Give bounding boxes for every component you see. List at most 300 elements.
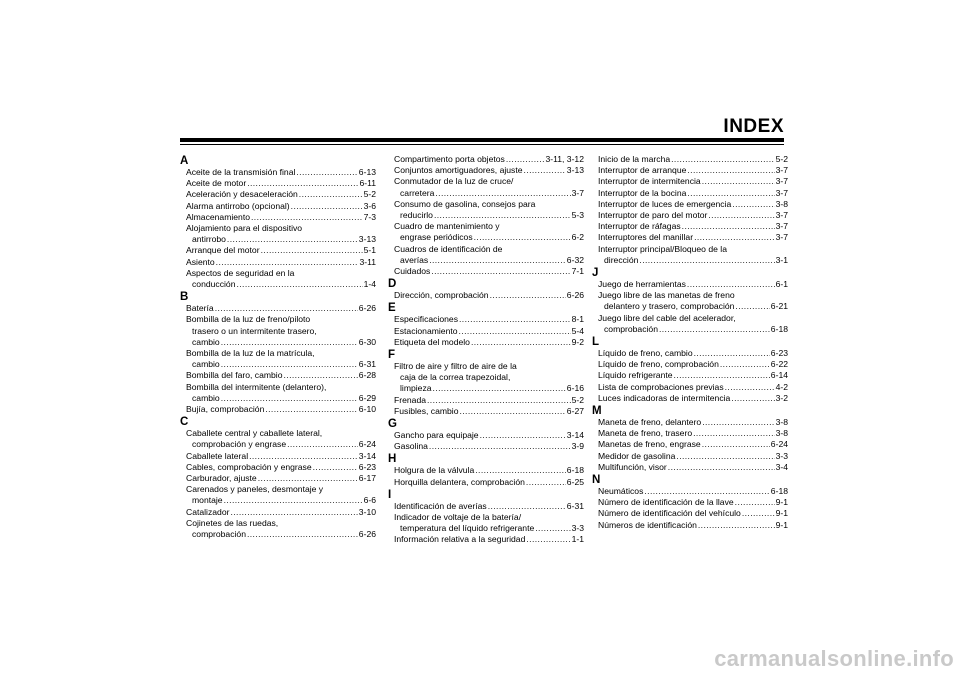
index-entry <box>388 383 584 394</box>
index-entry <box>180 279 376 290</box>
dot-leader <box>215 303 358 314</box>
page-title: INDEX <box>723 116 784 137</box>
index-entry-term: temperatura del líquido refrigerante <box>400 523 535 534</box>
index-letter-heading: G <box>388 418 397 431</box>
dot-leader <box>475 465 566 476</box>
dot-leader <box>434 210 571 221</box>
index-entry-page: 6-10 <box>358 404 376 415</box>
index-entry-page: 6-22 <box>770 359 788 370</box>
index-entry-page: 5-2 <box>775 154 788 164</box>
index-entry-page: 6-23 <box>770 348 788 359</box>
index-entry <box>592 439 788 450</box>
index-entry-term: Multifunción, visor <box>598 461 667 472</box>
index-entry-page: 7-1 <box>571 266 584 277</box>
dot-leader <box>687 188 774 199</box>
index-entry <box>180 451 376 462</box>
index-entry-page: 3-3 <box>775 450 788 461</box>
index-entry-page: 6-24 <box>358 439 376 450</box>
dot-leader <box>682 221 775 232</box>
index-entry-page: 6-26 <box>358 529 376 540</box>
index-entry-term: Información relativa a la seguridad <box>394 534 526 545</box>
index-entry-page: 3-1 <box>775 254 788 265</box>
index-entry <box>180 462 376 473</box>
index-entry-page: 9-1 <box>775 508 788 519</box>
index-entry-term: Etiqueta del modelo <box>394 336 470 347</box>
index-entry <box>180 189 376 200</box>
index-entry-term: Gasolina <box>394 441 428 452</box>
index-entry-term: Batería <box>186 303 214 314</box>
index-entry-term: Interruptor de intermitencia <box>598 176 701 187</box>
dot-leader <box>236 279 362 290</box>
index-entry <box>388 290 584 301</box>
index-entry-page: 6-25 <box>566 476 584 487</box>
dot-leader <box>247 529 358 540</box>
index-entry <box>592 255 788 266</box>
index-entry-term: Interruptores del manillar <box>598 232 694 243</box>
index-entry-line: Filtro de aire y filtro de aire de la <box>394 361 517 372</box>
index-entry <box>592 348 788 359</box>
index-entry-term: Aceite de la transmisión final <box>186 167 296 177</box>
index-entry <box>592 417 788 428</box>
dot-leader <box>659 324 770 335</box>
dot-leader <box>247 178 358 189</box>
index-entry-line: Interruptor principal/Bloqueo de la <box>598 243 727 254</box>
index-entry-line: Cuadros de identificación de <box>394 243 503 254</box>
index-entry-term: Interruptor de arranque <box>598 165 687 176</box>
index-letter-heading: E <box>388 302 396 315</box>
dot-leader <box>221 359 358 370</box>
index-entry-page: 5-3 <box>571 210 584 221</box>
index-entry-term: Líquido de freno, comprobación <box>598 359 719 370</box>
index-entry-term: Bujía, comprobación <box>186 404 265 415</box>
index-entry-page: 3-8 <box>775 198 788 209</box>
index-entry-line: trasero o un intermitente trasero, <box>192 325 317 336</box>
index-entry <box>388 188 584 199</box>
index-entry-term: Catalizador <box>186 506 230 517</box>
index-entry-page: 5-4 <box>571 325 584 336</box>
index-entry <box>388 523 584 534</box>
index-entry-page: 5-2 <box>363 189 376 200</box>
index-entry-term: comprobación <box>192 529 246 540</box>
index-entry-page: 6-21 <box>770 301 788 312</box>
index-entry-page: 6-18 <box>770 486 788 497</box>
index-entry-term: Número de identificación de la llave <box>598 497 734 508</box>
index-entry <box>592 324 788 335</box>
index-entry <box>592 393 788 404</box>
index-entry <box>592 279 788 290</box>
index-entry <box>180 529 376 540</box>
index-entry <box>388 501 584 512</box>
dot-leader <box>296 167 357 178</box>
index-entry <box>180 370 376 381</box>
index-entry-term: Bombilla del faro, cambio <box>186 370 283 381</box>
index-entry-term: delantero y trasero, comprobación <box>604 301 735 312</box>
dot-leader <box>459 326 571 337</box>
index-entry-page: 3-7 <box>775 221 788 232</box>
index-entry-term: cambio <box>192 392 220 403</box>
index-entry <box>592 370 788 381</box>
dot-leader <box>668 462 775 473</box>
index-entry-page: 6-24 <box>770 439 788 450</box>
dot-leader <box>258 473 358 484</box>
index-entry <box>388 395 584 406</box>
dot-leader <box>435 188 570 199</box>
index-entry-line: Conmutador de la luz de cruce/ <box>394 176 514 187</box>
dot-leader <box>490 290 566 301</box>
index-entry <box>592 451 788 462</box>
index-entry-term: Maneta de freno, trasero <box>598 428 693 439</box>
dot-leader <box>524 165 566 176</box>
index-entry-line: Bombilla de la luz de la matrícula, <box>186 348 315 359</box>
dot-leader <box>459 314 571 325</box>
index-entry-page: 6-1 <box>775 279 788 290</box>
index-entry <box>592 165 788 176</box>
index-entry <box>388 337 584 348</box>
dot-leader <box>299 189 363 200</box>
index-entry-line: Consumo de gasolina, consejos para <box>394 198 536 209</box>
index-entry <box>388 314 584 325</box>
index-entry <box>592 154 788 165</box>
dot-leader <box>725 382 775 393</box>
header-rule-thick <box>180 138 784 142</box>
index-letter-heading: N <box>592 474 601 487</box>
index-entry-page: 6-29 <box>358 392 376 403</box>
index-entry <box>592 232 788 243</box>
dot-leader <box>287 439 358 450</box>
index-entry-term: Maneta de freno, delantero <box>598 417 702 428</box>
index-entry-page: 6-31 <box>358 359 376 370</box>
dot-leader <box>471 337 571 348</box>
index-entry-term: Manetas de freno, engrase <box>598 439 701 450</box>
index-entry-term: Cables, comprobación y engrase <box>186 461 312 472</box>
header-rule-thin <box>180 144 784 145</box>
index-entry-term: comprobación <box>604 323 658 334</box>
index-entry-page: 6-16 <box>566 383 584 394</box>
index-entry-term: cambio <box>192 359 220 370</box>
index-entry-page: 3-11, 3-12 <box>545 154 584 164</box>
index-entry-term: Interruptor de luces de emergencia <box>598 198 732 209</box>
index-entry-page: 3-7 <box>775 210 788 221</box>
index-entry-page: 1-1 <box>571 534 584 545</box>
index-entry-term: Interruptor de ráfagas <box>598 221 681 232</box>
index-entry-term: Interruptor de la bocina <box>598 187 687 198</box>
index-letter-heading: L <box>592 336 600 349</box>
index-entry <box>388 430 584 441</box>
index-entry-page: 3-7 <box>775 176 788 187</box>
dot-leader <box>224 495 363 506</box>
index-entry-term: reducirlo <box>400 210 433 221</box>
index-entry <box>388 154 584 165</box>
index-entry-page: 9-1 <box>775 497 788 508</box>
index-entry-line: Caballete central y caballete lateral, <box>186 428 323 439</box>
index-entry-page: 6-13 <box>358 167 376 177</box>
index-entry-page: 3-4 <box>775 461 788 472</box>
index-entry-term: Conjuntos amortiguadores, ajuste <box>394 165 523 176</box>
index-entry-term: antirrobo <box>192 234 226 245</box>
dot-leader <box>693 428 774 439</box>
index-entry-term: Interruptor de paro del motor <box>598 210 708 221</box>
index-entry <box>592 221 788 232</box>
index-entry <box>592 382 788 393</box>
index-entry <box>180 473 376 484</box>
index-entry-page: 6-30 <box>358 336 376 347</box>
index-entry-page: 6-6 <box>363 495 376 506</box>
index-entry <box>180 359 376 370</box>
dot-leader <box>720 359 770 370</box>
index-entry <box>180 393 376 404</box>
index-entry-page: 3-11 <box>359 256 376 267</box>
index-entry-term: Holgura de la válvula <box>394 465 475 476</box>
dot-leader <box>735 301 769 312</box>
index-entry-term: Gancho para equipaje <box>394 430 479 441</box>
index-entry-page: 1-4 <box>363 279 376 290</box>
dot-leader <box>735 497 775 508</box>
dot-leader <box>216 257 359 268</box>
index-entry-page: 3-13 <box>358 234 376 245</box>
index-letter-heading: B <box>180 291 189 304</box>
index-entry-term: Especificaciones <box>394 314 459 325</box>
dot-leader <box>221 393 358 404</box>
index-entry-term: averías <box>400 254 429 265</box>
dot-leader <box>433 383 566 394</box>
dot-leader <box>261 245 363 256</box>
index-entry-term: Números de identificación <box>598 519 697 530</box>
index-entry <box>388 406 584 417</box>
dot-leader <box>644 486 769 497</box>
index-entry-page: 9-2 <box>571 336 584 347</box>
dot-leader <box>429 441 571 452</box>
index-entry-line: Alojamiento para el dispositivo <box>186 223 303 234</box>
index-entry <box>592 462 788 473</box>
index-column-3 <box>592 154 788 531</box>
index-entry-page: 6-18 <box>770 323 788 334</box>
index-entry <box>592 199 788 210</box>
index-entry-page: 3-14 <box>566 430 584 441</box>
index-entry-page: 8-1 <box>571 314 584 325</box>
index-entry-term: Aceleración y desaceleración <box>186 189 298 200</box>
index-entry-term: Fusibles, cambio <box>394 405 459 416</box>
dot-leader <box>431 266 570 277</box>
dot-leader <box>731 393 774 404</box>
index-entry-page: 3-8 <box>775 417 788 428</box>
dot-leader <box>506 154 545 165</box>
index-letter-heading: M <box>592 405 602 418</box>
index-entry-line: Bombilla del intermitente (delantero), <box>186 381 327 392</box>
dot-leader <box>674 370 770 381</box>
index-entry-page: 6-11 <box>359 178 376 189</box>
index-entry-page: 3-14 <box>358 450 376 461</box>
index-entry-page: 9-1 <box>775 519 788 530</box>
index-entry-page: 3-9 <box>571 441 584 452</box>
index-entry-term: Horquilla delantera, comprobación <box>394 476 525 487</box>
dot-leader <box>694 232 775 243</box>
index-entry <box>592 428 788 439</box>
index-entry-term: Aceite de motor <box>186 178 247 189</box>
index-letter-heading: I <box>388 488 392 501</box>
index-entry-page: 3-13 <box>566 165 584 176</box>
index-entry <box>180 303 376 314</box>
dot-leader <box>429 255 566 266</box>
index-entry <box>180 178 376 189</box>
index-entry-term: Asiento <box>186 256 215 267</box>
index-entry-page: 6-26 <box>566 290 584 301</box>
index-entry-term: Frenada <box>394 394 427 405</box>
dot-leader <box>313 462 358 473</box>
index-entry-term: Almacenamiento <box>186 211 251 222</box>
dot-leader <box>526 534 570 545</box>
index-entry-term: dirección <box>604 254 639 265</box>
index-entry-page: 6-27 <box>566 405 584 416</box>
index-entry-term: Inicio de la marcha <box>598 154 671 164</box>
index-entry-line: Cojinetes de las ruedas, <box>186 517 279 528</box>
index-entry-line: Cuadro de mantenimiento y <box>394 221 500 232</box>
index-entry-term: Medidor de gasolina <box>598 450 676 461</box>
index-entry-page: 6-2 <box>571 232 584 243</box>
index-entry <box>180 507 376 518</box>
index-entry-term: Dirección, comprobación <box>394 290 489 301</box>
index-entry-page: 3-7 <box>775 232 788 243</box>
index-entry-page: 7-3 <box>363 211 376 222</box>
index-entry-line: Indicador de voltaje de la batería/ <box>394 512 522 523</box>
dot-leader <box>687 279 775 290</box>
index-entry-term: limpieza <box>400 383 432 394</box>
index-entry-line: Aspectos de seguridad en la <box>186 267 295 278</box>
index-letter-heading: J <box>592 267 599 280</box>
index-entry-term: Alarma antirrobo (opcional) <box>186 200 290 211</box>
index-entry-term: Líquido de freno, cambio <box>598 348 693 359</box>
index-entry-line: Bombilla de la luz de freno/piloto <box>186 314 311 325</box>
index-letter-heading: A <box>180 155 189 167</box>
index-entry-page: 6-32 <box>566 254 584 265</box>
index-entry-page: 3-6 <box>363 200 376 211</box>
dot-leader <box>639 255 774 266</box>
index-entry <box>592 508 788 519</box>
index-entry-page: 6-31 <box>566 500 584 511</box>
index-letter-heading: F <box>388 349 396 362</box>
watermark: carmanualsonline.info <box>714 646 954 671</box>
index-entry-page: 6-23 <box>358 461 376 472</box>
index-letter-heading: D <box>388 278 397 291</box>
index-entry-page: 5-2 <box>571 394 584 405</box>
index-entry <box>388 232 584 243</box>
index-entry <box>180 337 376 348</box>
index-entry-term: conducción <box>192 279 236 290</box>
dot-leader <box>265 404 357 415</box>
index-entry <box>592 301 788 312</box>
dot-leader <box>526 477 566 488</box>
index-entry-page: 4-2 <box>775 381 788 392</box>
index-entry <box>388 465 584 476</box>
index-entry-page: 3-3 <box>571 523 584 534</box>
dot-leader <box>698 520 775 531</box>
index-entry-term: Neumáticos <box>598 486 644 497</box>
index-entry-term: Cuidados <box>394 266 431 277</box>
index-entry-page: 3-2 <box>775 392 788 403</box>
dot-leader <box>251 212 363 223</box>
index-entry-page: 6-18 <box>566 465 584 476</box>
index-entry-page: 6-17 <box>358 473 376 484</box>
dot-leader <box>227 234 358 245</box>
index-entry <box>388 165 584 176</box>
index-entry <box>388 441 584 452</box>
index-letter-heading: C <box>180 416 189 429</box>
dot-leader <box>535 523 570 534</box>
dot-leader <box>676 451 774 462</box>
dot-leader <box>708 210 774 221</box>
index-entry <box>592 188 788 199</box>
dot-leader <box>694 348 770 359</box>
dot-leader <box>702 439 770 450</box>
dot-leader <box>742 508 775 519</box>
dot-leader <box>284 370 358 381</box>
dot-leader <box>732 199 774 210</box>
index-entry <box>180 212 376 223</box>
dot-leader <box>459 406 565 417</box>
dot-leader <box>671 154 774 165</box>
index-entry-page: 3-7 <box>775 165 788 176</box>
index-entry <box>388 266 584 277</box>
dot-leader <box>480 430 566 441</box>
index-entry-page: 6-28 <box>358 370 376 381</box>
index-entry <box>180 245 376 256</box>
index-entry <box>180 495 376 506</box>
index-entry <box>388 210 584 221</box>
index-entry-term: engrase periódicos <box>400 232 473 243</box>
index-entry-term: Caballete lateral <box>186 450 249 461</box>
index-entry <box>180 439 376 450</box>
index-entry-page: 6-26 <box>358 303 376 314</box>
dot-leader <box>702 417 774 428</box>
dot-leader <box>488 501 566 512</box>
index-entry-term: carretera <box>400 187 435 198</box>
index-entry <box>592 497 788 508</box>
index-entry <box>592 520 788 531</box>
index-entry <box>592 176 788 187</box>
index-entry-term: Lista de comprobaciones previas <box>598 381 724 392</box>
index-entry <box>180 201 376 212</box>
index-entry <box>592 210 788 221</box>
index-entry-term: Número de identificación del vehículo <box>598 508 741 519</box>
index-letter-heading: H <box>388 453 397 466</box>
index-entry-line: Carenados y paneles, desmontaje y <box>186 484 324 495</box>
index-entry-term: comprobación y engrase <box>192 439 287 450</box>
index-entry-page: 3-8 <box>775 428 788 439</box>
index-entry-page: 3-7 <box>571 187 584 198</box>
index-entry-line: Juego libre del cable del acelerador, <box>598 312 736 323</box>
dot-leader <box>291 201 363 212</box>
index-entry-page: 3-10 <box>358 506 376 517</box>
index-entry-term: cambio <box>192 336 220 347</box>
index-entry <box>388 326 584 337</box>
index-entry <box>180 404 376 415</box>
index-entry-term: Identificación de averías <box>394 500 487 511</box>
index-entry <box>180 234 376 245</box>
dot-leader <box>474 232 571 243</box>
dot-leader <box>427 395 571 406</box>
index-entry <box>592 359 788 370</box>
index-column-2 <box>388 154 584 546</box>
index-entry-page: 6-14 <box>770 370 788 381</box>
index-entry <box>388 534 584 545</box>
index-entry-term: Compartimento porta objetos <box>394 154 505 164</box>
index-entry-term: Estacionamiento <box>394 325 458 336</box>
index-entry-term: Líquido refrigerante <box>598 370 673 381</box>
index-entry-term: Carburador, ajuste <box>186 473 257 484</box>
index-entry <box>388 477 584 488</box>
dot-leader <box>249 451 358 462</box>
index-entry-term: Arranque del motor <box>186 245 260 256</box>
dot-leader <box>687 165 774 176</box>
